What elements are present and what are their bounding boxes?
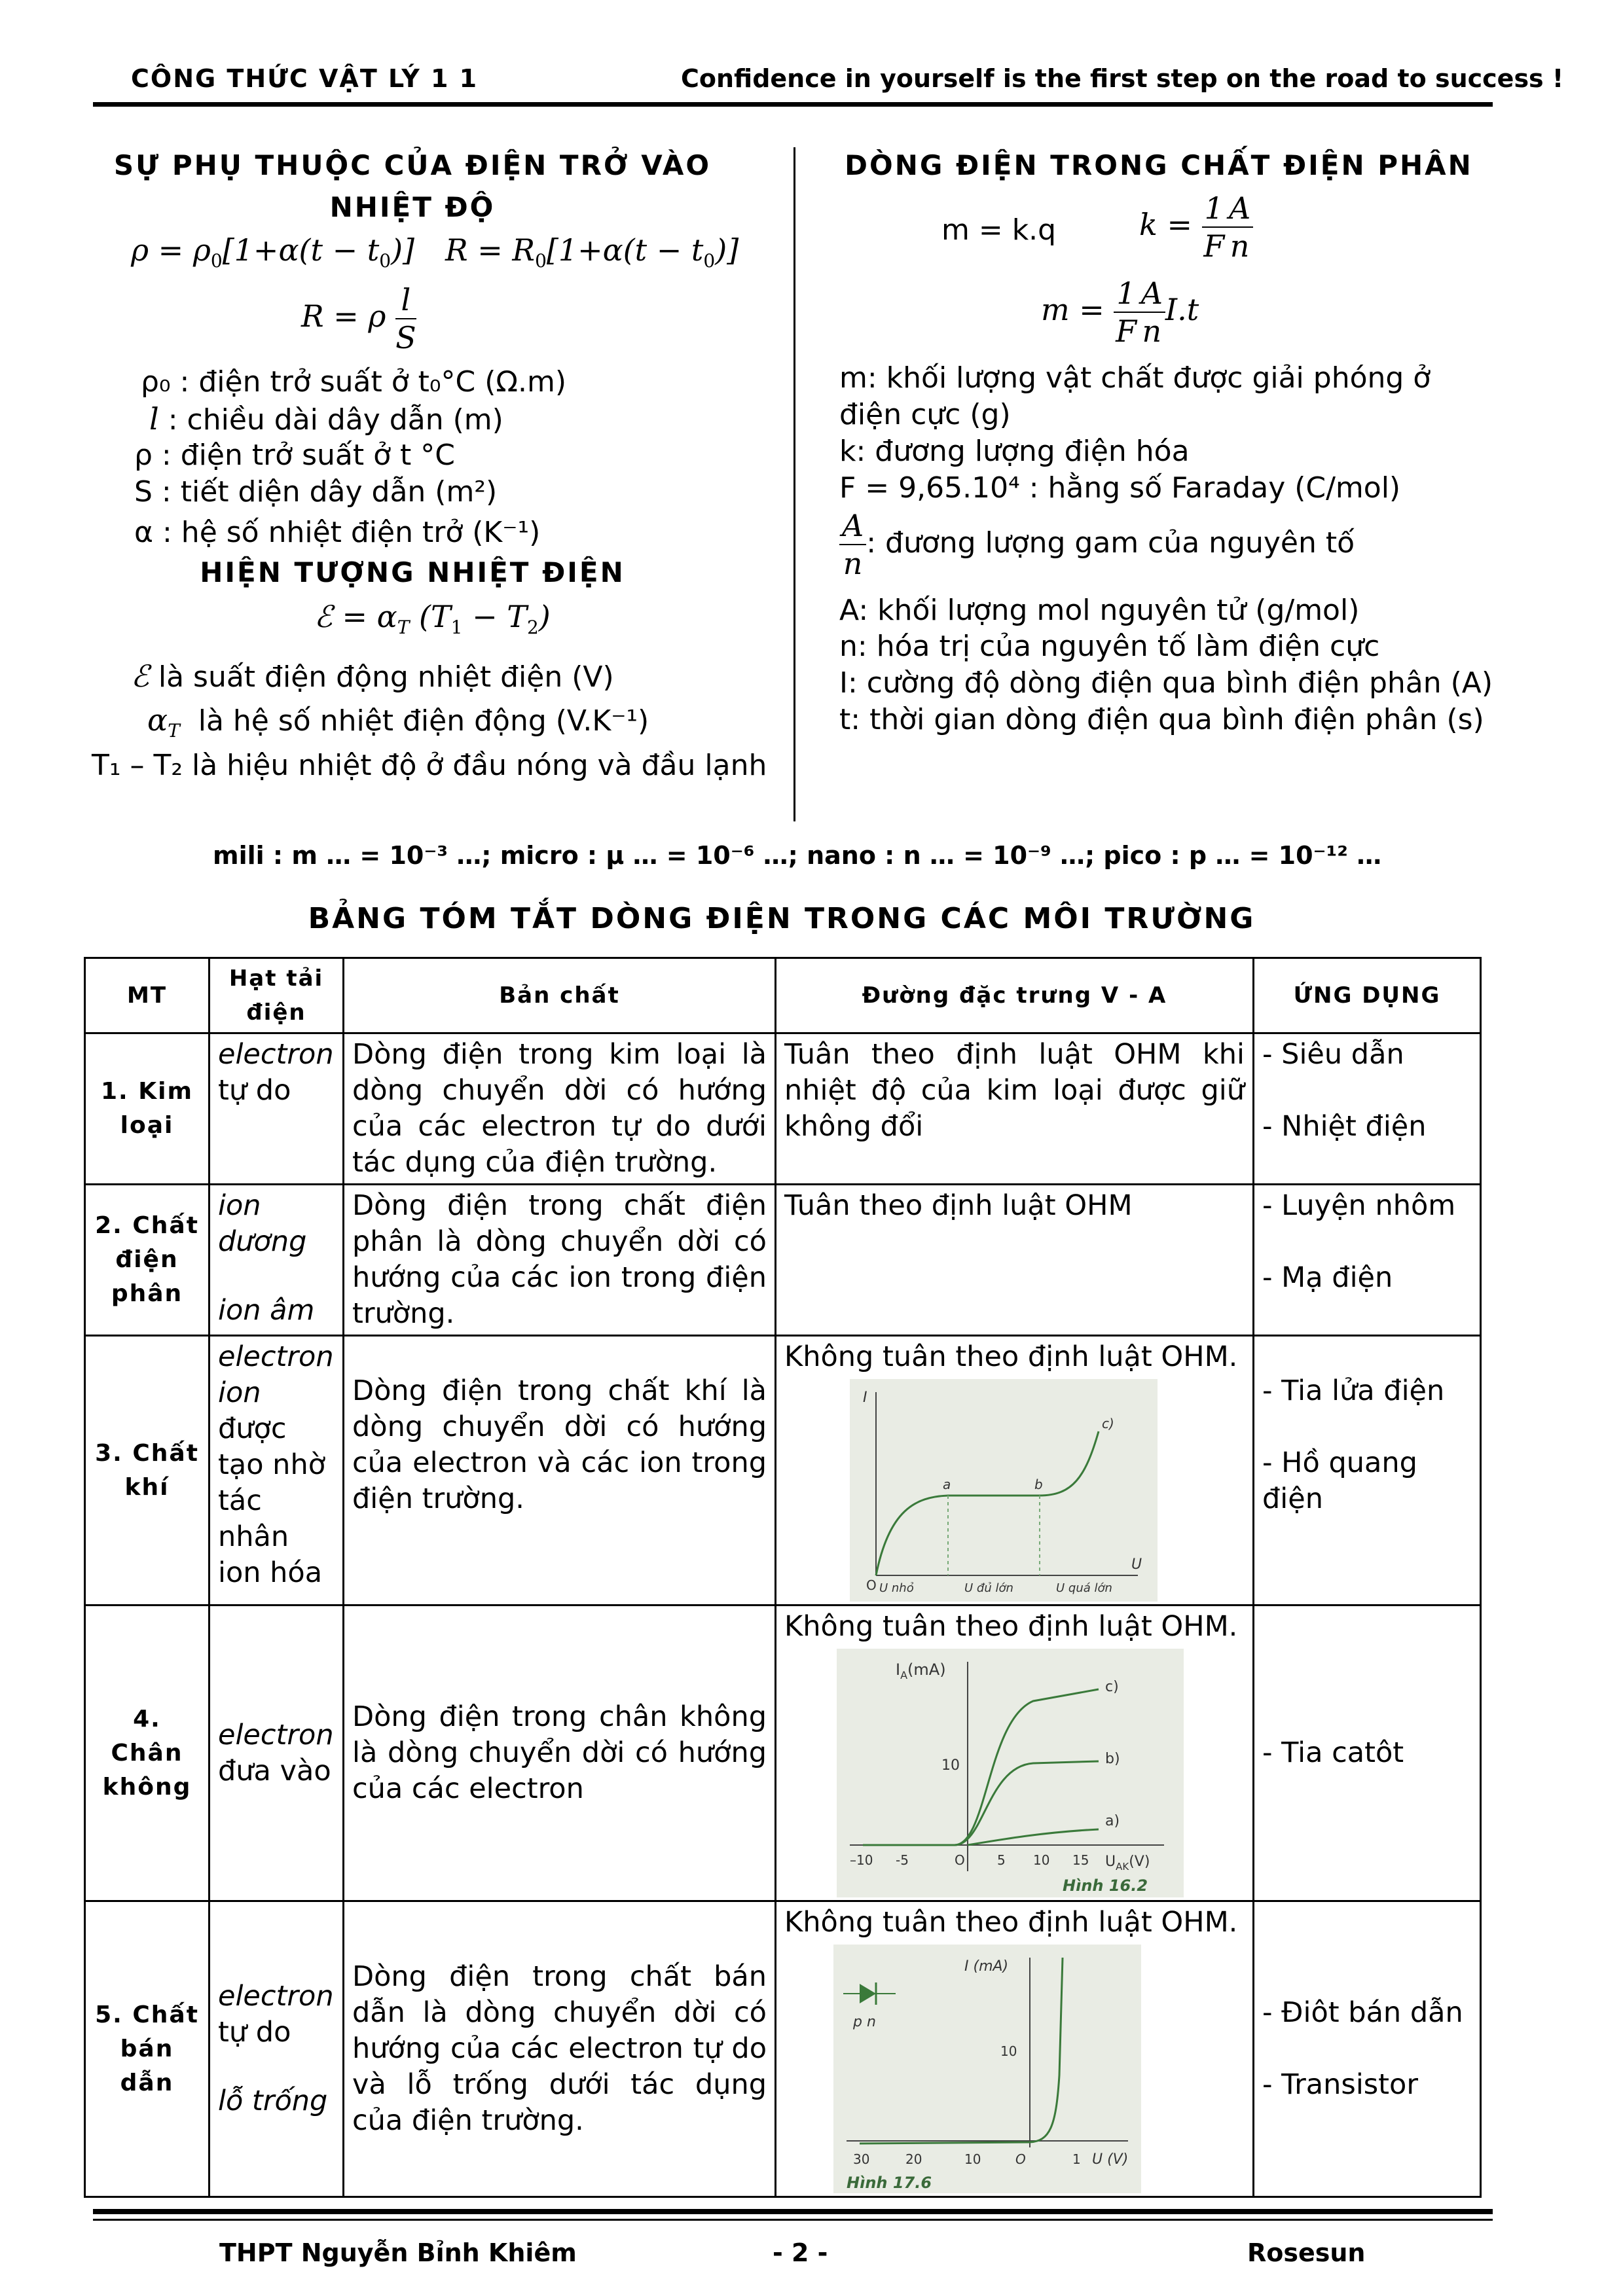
diode-curve [860,1958,1063,2144]
def-A: A: khối lượng mol nguyên tử (g/mol) [839,594,1360,627]
th-app: ỨNG DỤNG [1254,958,1481,1033]
th-carrier: Hạt tải điện [210,958,344,1033]
def-rho: ρ : điện trở suất ở t °C [134,439,455,472]
semi-caption: Hình 17.6 [847,2174,932,2192]
va-text: Không tuân theo định luật OHM. [784,1340,1238,1373]
table-header-row [85,958,1481,1033]
cell-nature: Dòng điện trong chất khí là dòng chuyển dời có hướng của electron và các ion trong điện trường. [344,1336,776,1605]
carrier-main: electron [218,1038,334,1071]
formula-R-rho: R = ρ $\frac{l}{S}$ [301,282,416,355]
def-I: I: cường độ dòng điện qua bình điện phân (A) [839,666,1493,700]
def-S: S : tiết diện dây dẫn (m²) [134,475,498,509]
app-item: - Siêu dẫn [1262,1038,1404,1071]
vac-xtick: 10 [1033,1852,1050,1868]
semi-xtick: 30 [853,2151,870,2167]
vac-tick10: 10 [941,1757,960,1774]
semi-origin: O [1015,2151,1026,2167]
def-l: l : chiều dài dây dẫn (m) [149,401,503,437]
def-m: m: khối lượng vật chất được giải phóng ở điện cực (g) [839,361,1431,431]
title-electrolysis: DÒNG ĐIỆN TRONG CHẤT ĐIỆN PHÂN [845,149,1473,181]
semi-xtick: 10 [964,2151,981,2167]
table-row [85,1033,1481,1185]
carrier-sub: tự do [218,2016,291,2049]
def-An-text: : đương lượng gam của nguyên tố [866,526,1355,560]
formula-k: k = $\frac{1}{F}$ $\frac{A}{n}$ [1139,190,1253,264]
carrier-sub: tự do [218,1074,291,1107]
vac-ylabel-main: I [896,1660,901,1679]
vac-b: b) [1105,1751,1120,1767]
table-row [85,1901,1481,2197]
curve-c [863,1689,1099,1845]
def-An: $\frac{A}{n}$ : đương lượng gam của nguyên tố [839,507,1355,582]
curve-a [968,1829,1099,1845]
carrier-main: electron ion [218,1340,334,1409]
cell-carrier [210,1605,344,1901]
cell-nature: Dòng điện trong chất bán dẫn là dòng chuyển dời có hướng của các electron tự do và lỗ trống dưới tác dụng của điện trường. [344,1901,776,2197]
header-left: CÔNG THỨC VẬT LÝ 1 1 [131,64,479,93]
app-item: - Tia lửa điện [1262,1374,1445,1407]
carrier-sub: đưa vào [218,1754,331,1787]
cell-mt: 5. Chất bán dẫn [85,1901,210,2197]
vac-a: a) [1105,1813,1120,1829]
cell-mt: 1. Kim loại [85,1033,210,1185]
gas-point-b: b [1034,1477,1043,1492]
footer-school: THPT Nguyễn Bỉnh Khiêm [219,2238,577,2267]
summary-table [84,957,1482,2198]
formula-m: m = $\frac{1}{F}$ $\frac{A}{n}$ I.t [1041,276,1199,349]
th-nature: Bản chất [344,958,776,1033]
gas-iv-plot [850,1379,1158,1602]
va-text: Không tuân theo định luật OHM. [784,1610,1238,1643]
column-divider [793,147,795,821]
gas-point-a: a [943,1477,951,1492]
cell-carrier [210,1185,344,1336]
cell-carrier [210,1336,344,1605]
cell-app [1254,1033,1481,1185]
footer-author: Rosesun [1247,2238,1366,2267]
def-aT-text: là hệ số nhiệt điện động (V.K⁻¹) [198,704,649,738]
header-rule [93,102,1493,107]
gas-point-c: c) [1102,1416,1114,1431]
def-n: n: hóa trị của nguyên tố làm điện cực [839,630,1380,663]
title-thermoelectric: HIỆN TƯỢNG NHIỆT ĐIỆN [200,556,625,588]
cell-va: Tuân theo định luật OHM [776,1185,1254,1336]
carrier-main: electron [218,1980,334,2013]
def-rho0: ρ₀ : điện trở suất ở t₀°C (Ω.m) [141,365,567,399]
vac-xlabel-main: U [1105,1854,1116,1870]
cell-carrier [210,1033,344,1185]
gas-xlabel: U [1131,1556,1142,1573]
vacuum-iv-plot [837,1649,1184,1897]
def-t: t: thời gian dòng điện qua bình điện phân (s) [839,703,1484,736]
def-k: k: đương lượng điện hóa [839,435,1190,468]
carrier-sub: ion âm [218,1294,315,1327]
cell-nature: Dòng điện trong chất điện phân là dòng chuyển dời có hướng của các ion trong điện trường. [344,1185,776,1336]
table-title: BẢNG TÓM TẮT DÒNG ĐIỆN TRONG CÁC MÔI TRƯỜNG [308,902,1256,935]
app-item: - Nhiệt điện [1262,1110,1427,1143]
gas-ylabel: I [863,1390,867,1406]
vac-xlabel-sub: AK [1116,1861,1129,1873]
cell-app [1254,1185,1481,1336]
def-l-text: : chiều dài dây dẫn (m) [168,403,503,437]
vac-origin: O [955,1852,965,1868]
formula-mkq: m = k.q [941,213,1057,247]
gas-x3: U quá lớn [1056,1581,1112,1595]
semi-ylabel: I (mA) [964,1958,1009,1975]
table-row [85,1605,1481,1901]
vac-ylabel-sub: A [900,1669,908,1681]
page-number: - 2 - [773,2238,828,2267]
gas-x1: U nhỏ [879,1581,914,1595]
app-item: - Hồ quang điện [1262,1446,1417,1515]
semi-xtick1: 1 [1072,2151,1081,2167]
app-item: - Mạ điện [1262,1261,1393,1294]
gas-curve [876,1431,1099,1575]
def-E-text: là suất điện động nhiệt điện (V) [158,660,614,694]
vac-xunit: (V) [1129,1854,1150,1870]
vac-xtick: -5 [896,1852,909,1868]
table-row [85,1185,1481,1336]
table-row [85,1336,1481,1605]
va-text: Không tuân theo định luật OHM. [784,1906,1238,1939]
cell-va [776,1901,1254,2197]
semi-xlabel: U (V) [1092,2151,1129,2168]
app-item: - Luyện nhôm [1262,1189,1456,1222]
semi-tick10: 10 [1000,2043,1017,2059]
def-alpha: α : hệ số nhiệt điện trở (K⁻¹) [134,516,541,549]
gas-x2: U đủ lớn [964,1581,1013,1595]
formula-rho: $\rho = \rho_0[1+\alpha(t - t_0)]$ [131,232,414,272]
semi-xtick: 20 [905,2151,922,2167]
gas-origin: O [866,1577,877,1593]
cell-nature: Dòng điện trong chân không là dòng chuyển dời có hướng của các electron [344,1605,776,1901]
cell-carrier [210,1901,344,2197]
vac-xtick: –10 [850,1852,873,1868]
title-resistance: SỰ PHỤ THUỘC CỦA ĐIỆN TRỞ VÀO [113,149,712,181]
title-resistance-2: NHIỆT ĐỘ [329,191,496,223]
def-T: T₁ – T₂ là hiệu nhiệt độ ở đầu nóng và đầu lạnh [92,749,767,782]
footer-rule-thick [93,2209,1493,2214]
cell-nature: Dòng điện trong kim loại là dòng chuyển dời có hướng của các electron tự do dưới tác dụng của điện trường. [344,1033,776,1185]
vac-xtick: 5 [997,1852,1006,1868]
app-item: - Transistor [1262,2068,1419,2101]
semi-pn: p n [853,2014,876,2030]
formula-E: ℰ = $\alpha_T$ $(T_1 - T_2)$ [314,599,551,639]
cell-mt: 4. Chân không [85,1605,210,1901]
carrier-main: electron [218,1718,334,1751]
cell-app [1254,1605,1481,1901]
semiconductor-iv-plot [833,1945,1141,2193]
carrier-sub: được tạo nhờ tác nhân ion hóa [218,1412,326,1589]
carrier-main: ion dương [218,1189,307,1258]
def-F: F = 9,65.10⁴ : hằng số Faraday (C/mol) [839,471,1401,505]
cell-app [1254,1336,1481,1605]
carrier-extra: lỗ trống [218,2085,328,2117]
def-aT: $\alpha_T$ là hệ số nhiệt điện động (V.K⁻¹) [147,702,649,742]
formula-R: $R = R_0[1+\alpha(t - t_0)]$ [445,232,739,272]
vac-c: c) [1105,1679,1119,1695]
cell-mt: 2. Chất điện phân [85,1185,210,1336]
vac-ylabel [896,1660,946,1681]
cell-app [1254,1901,1481,2197]
vac-yunit: (mA) [907,1660,946,1679]
app-item: - Tia catôt [1262,1736,1404,1769]
th-mt: MT [85,958,210,1033]
vac-xtick: 15 [1072,1852,1089,1868]
cell-va [776,1605,1254,1901]
app-item: - Điôt bán dẫn [1262,1996,1463,2029]
cell-va: Tuân theo định luật OHM khi nhiệt độ của kim loại được giữ không đổi [776,1033,1254,1185]
def-E: ℰ là suất điện động nhiệt điện (V) [131,658,614,694]
unit-prefixes: mili : m … = 10⁻³ …; micro : μ … = 10⁻⁶ …; nano : n … = 10⁻⁹ …; pico : p … = 10⁻¹² … [213,841,1382,870]
header-right: Confidence in yourself is the first step on the road to success ! [681,64,1564,93]
cell-va [776,1336,1254,1605]
vac-caption: Hình 16.2 [1063,1876,1148,1895]
vac-xlabel [1105,1854,1150,1873]
th-va: Đường đặc trưng V - A [776,958,1254,1033]
cell-mt: 3. Chất khí [85,1336,210,1605]
footer-rule-thin [93,2219,1493,2221]
